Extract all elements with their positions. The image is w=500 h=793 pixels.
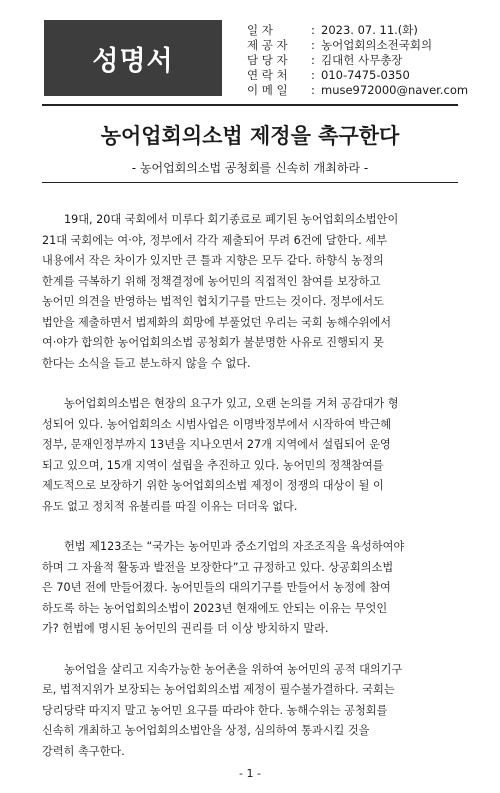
meta-value: 농어업회의소전국회의	[321, 38, 433, 52]
paragraph-line: 농어업을 살리고 지속가능한 농어촌을 위하여 농어민의 공적 대의기구	[64, 662, 403, 676]
meta-row-date: 일 자 : 2023. 07. 11.(화)	[247, 23, 487, 38]
paragraph-line: 하도록 하는 농어업회의소법이 2023년 현재에도 안되는 이유는 무엇인	[42, 601, 388, 615]
paragraph-line: 은 70년 전에 만들어졌다. 농어민들의 대의기구를 만들어서 농정에 참여	[42, 581, 391, 594]
meta-value: 김대헌 사무총장	[321, 53, 403, 67]
meta-label: 이 메 일	[247, 83, 288, 97]
body-paragraph	[42, 210, 458, 374]
paragraph-line: 농어업회의소법은 현장의 요구가 있고, 오랜 논의를 거쳐 공감대가 형	[64, 397, 399, 410]
paragraph-line: 가? 헌법에 명시된 농어민의 권리를 더 이상 방치하지 말라.	[42, 622, 329, 635]
meta-row-contact-person: 담 당 자 : 김대헌 사무총장	[247, 53, 487, 68]
statement-title: 농어업회의소법 제정을 촉구한다	[100, 124, 400, 148]
paragraph-line: 19대, 20대 국회에서 미루다 회기종료로 폐기된 농어업회의소법안이	[64, 213, 399, 226]
paragraph-line: 강력히 촉구한다.	[42, 744, 125, 758]
paragraph-line: 유도 없고 정치적 유불리를 따질 이유는 더더욱 없다.	[42, 499, 298, 513]
paragraph-line: 되고 있으며, 15개 지역이 설립을 추진하고 있다. 농어민의 정책참여를	[42, 458, 384, 472]
body-paragraph	[42, 537, 458, 640]
page-number: - 1 -	[239, 767, 261, 780]
meta-row-provider: 제 공 자 : 농어업회의소전국회의	[247, 38, 487, 53]
meta-value: 010-7475-0350	[321, 68, 410, 82]
paragraph-line: 법안을 제출하면서 법제화의 희망에 부풀었던 우리는 국회 농해수위에서	[42, 315, 392, 329]
paragraph-line: 한계를 극복하기 위해 정책결정에 농어민의 직접적인 참여를 보장하고	[42, 274, 381, 288]
paragraph-line: 하며 그 자율적 활동과 발전을 보장한다”고 규정하고 있다. 상공회의소법	[42, 560, 394, 574]
paragraph-line: 농어민 의견을 반영하는 법적인 협치기구를 만드는 것이다. 정부에서도	[42, 295, 384, 308]
statement-badge: 성명서	[44, 20, 222, 96]
meta-value: 2023. 07. 11.(화)	[321, 23, 418, 37]
title-divider	[42, 182, 458, 183]
paragraph-line: 정부, 문재인정부까지 13년을 지나오면서 27개 지역에서 설립되어 운영	[42, 438, 391, 451]
paragraph-line: 21대 국회에는 여·야, 정부에서 각각 제출되어 무려 6건에 달한다. 세부	[42, 233, 388, 247]
meta-value: muse972000@naver.com	[321, 83, 469, 97]
paragraph-line: 제도적으로 보장하기 위한 농어업회의소법 제정이 정쟁의 대상이 될 이	[42, 479, 384, 492]
statement-subtitle: - 농어업회의소법 공청회를 신속히 개최하라 -	[131, 161, 369, 175]
paragraph-line: 한다는 소식을 듣고 분노하지 않을 수 없다.	[42, 356, 251, 370]
paragraph-line: 여·야가 합의한 농어업회의소법 공청회가 불분명한 사유로 진행되지 못	[42, 336, 384, 349]
statement-body	[42, 210, 458, 782]
press-info	[247, 23, 487, 98]
top-divider	[42, 104, 458, 106]
meta-row-phone: 연 락 처 : 010-7475-0350	[247, 68, 487, 83]
paragraph-line: 헌법 제123조는 “국가는 농어민과 중소기업의 자조조직을 육성하여야	[64, 540, 405, 553]
paragraph-line: 내용에서 작은 차이가 있지만 큰 틀과 지향은 모두 같다. 하향식 농정의	[42, 254, 384, 267]
paragraph-line: 성되어 있다. 농어업회의소 시범사업은 이명박정부에서 시작하여 박근혜	[42, 417, 392, 431]
meta-label: 제 공 자	[247, 38, 288, 52]
body-paragraph	[42, 394, 458, 517]
paragraph-line: 로, 법적지위가 보장되는 농어업회의소법 제정이 필수불가결하다. 국회는	[42, 683, 395, 696]
meta-label: 담 당 자	[247, 53, 288, 67]
meta-row-email: 이 메 일 : muse972000@naver.com	[247, 83, 487, 98]
meta-label: 일 자	[247, 23, 273, 37]
paragraph-line: 당리당략 따지지 말고 농어민 요구를 따라야 한다. 농해수위는 공청회를	[42, 703, 388, 717]
paragraph-line: 신속히 개최하고 농어업회의소법안을 상정, 심의하여 통과시킬 것을	[42, 724, 370, 737]
meta-label: 연 락 처	[247, 68, 288, 82]
body-paragraph	[42, 660, 458, 763]
